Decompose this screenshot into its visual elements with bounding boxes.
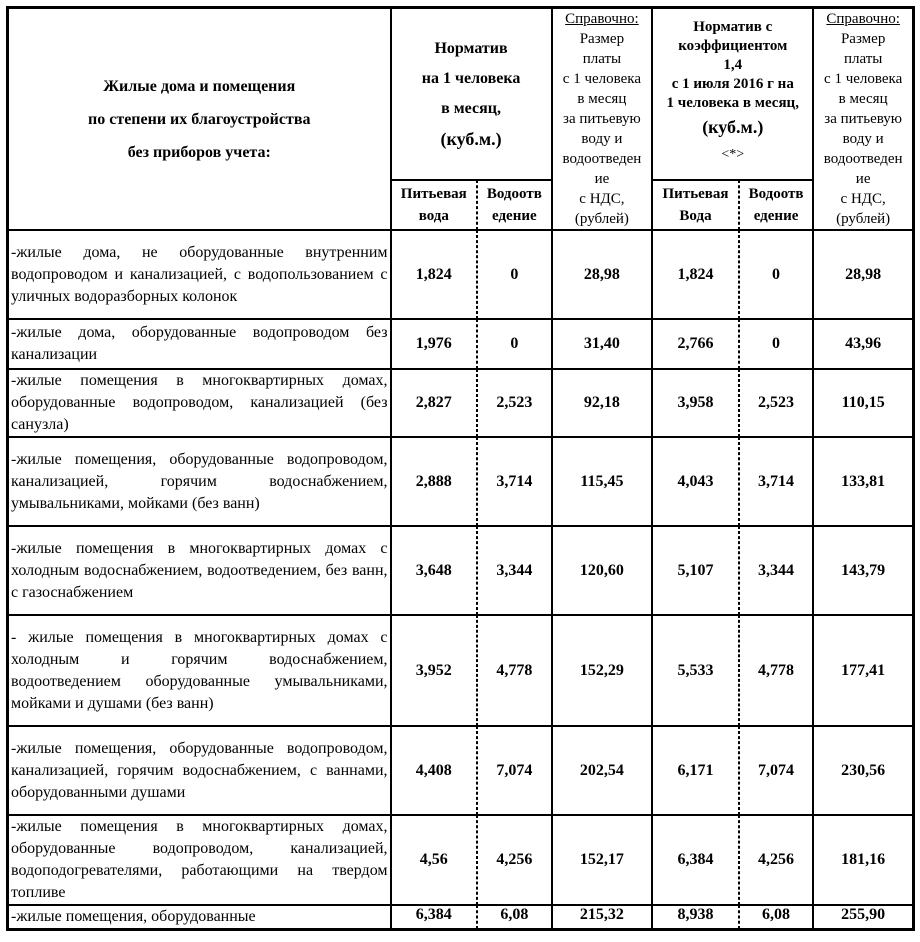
subheader-line: Водоотв bbox=[486, 185, 542, 202]
cell-drainage: 0 bbox=[477, 319, 552, 369]
table-row bbox=[8, 726, 913, 815]
header-category-line: по степени их благоустройства bbox=[88, 110, 311, 128]
subheader-water bbox=[391, 180, 478, 230]
header-koef-line: Норматив с bbox=[693, 19, 773, 36]
cell-payment: 202,54 bbox=[552, 726, 653, 815]
row-description: -жилые помещения в многоквартирных домах с холодным водоснабжением, водоотведением, без ванн, с газоснабжением bbox=[8, 526, 391, 615]
header-norm-line: в месяц, bbox=[441, 99, 501, 117]
table-row bbox=[8, 437, 913, 526]
subheader-line: Питьевая bbox=[662, 185, 729, 202]
header-norm-coefficient bbox=[652, 8, 813, 180]
table-row bbox=[8, 369, 913, 437]
header-reference-line: Размер bbox=[579, 31, 625, 47]
cell-payment: 215,32 bbox=[552, 905, 653, 929]
header-norm-line: Норматив bbox=[434, 39, 508, 57]
table-row bbox=[8, 526, 913, 615]
cell-drainage-2: 3,344 bbox=[739, 526, 814, 615]
table-row bbox=[8, 319, 913, 369]
cell-payment: 92,18 bbox=[552, 369, 653, 437]
cell-payment: 120,60 bbox=[552, 526, 653, 615]
header-koef-line: 1,4 bbox=[723, 57, 743, 74]
header-reference-line: (рублей) bbox=[574, 211, 629, 227]
cell-payment-2: 143,79 bbox=[813, 526, 913, 615]
row-description: -жилые дома, не оборудованные внутренним водопроводом и канализацией, с водопользованием с уличных водоразборных колонок bbox=[8, 230, 391, 319]
cell-water-2: 3,958 bbox=[652, 369, 739, 437]
header-reference-title: Справочно: bbox=[826, 11, 900, 27]
row-description: -жилые помещения, оборудованные водопроводом, канализацией, горячим водоснабжением, с ваннами, оборудованными душами bbox=[8, 726, 391, 815]
row-description: - жилые помещения в многоквартирных домах с холодным и горячим водоснабжением, водоотведением оборудованные умывальниками, мойками и душами (без ванн) bbox=[8, 615, 391, 726]
cell-water: 3,952 bbox=[391, 615, 478, 726]
cell-payment-2: 43,96 bbox=[813, 319, 913, 369]
cell-drainage-2: 4,256 bbox=[739, 815, 814, 905]
cell-payment: 115,45 bbox=[552, 437, 653, 526]
cell-payment-2: 181,16 bbox=[813, 815, 913, 905]
cell-water-2: 2,766 bbox=[652, 319, 739, 369]
table-row bbox=[8, 230, 913, 319]
cell-drainage-2: 4,778 bbox=[739, 615, 814, 726]
header-koef-unit: (куб.м.) bbox=[702, 117, 764, 138]
cell-drainage: 4,778 bbox=[477, 615, 552, 726]
cell-payment-2: 110,15 bbox=[813, 369, 913, 437]
header-reference-line: Размер bbox=[840, 31, 886, 47]
cell-drainage-2: 0 bbox=[739, 319, 814, 369]
subheader-line: Водоотв bbox=[748, 185, 804, 202]
cell-payment-2: 255,90 bbox=[813, 905, 913, 929]
header-category-line: без приборов учета: bbox=[127, 143, 271, 161]
header-reference-line: с 1 человека bbox=[562, 71, 642, 87]
subheader-line: едение bbox=[753, 207, 799, 224]
header-reference-line: за питьевую bbox=[563, 111, 641, 127]
cell-water: 2,888 bbox=[391, 437, 478, 526]
cell-drainage-2: 3,714 bbox=[739, 437, 814, 526]
cell-water-2: 5,107 bbox=[652, 526, 739, 615]
cell-water: 3,648 bbox=[391, 526, 478, 615]
cell-water: 1,976 bbox=[391, 319, 478, 369]
header-reference-payment bbox=[552, 8, 653, 230]
header-koef-line: с 1 июля 2016 г на bbox=[671, 76, 794, 93]
cell-payment: 28,98 bbox=[552, 230, 653, 319]
cell-drainage: 6,08 bbox=[477, 905, 552, 929]
cell-water: 4,408 bbox=[391, 726, 478, 815]
subheader-drainage-2 bbox=[739, 180, 814, 230]
header-reference-title: Справочно: bbox=[565, 11, 639, 27]
header-koef-line: 1 человека в месяц, bbox=[666, 95, 799, 112]
subheader-water-2 bbox=[652, 180, 739, 230]
subheader-line: вода bbox=[418, 207, 449, 224]
header-reference-line: в месяц bbox=[577, 91, 627, 107]
header-category-line: Жилые дома и помещения bbox=[103, 77, 296, 95]
header-reference-line: платы bbox=[582, 51, 622, 67]
header-koef-line: коэффициентом bbox=[678, 38, 788, 55]
header-norm bbox=[391, 8, 552, 180]
subheader-line: Вода bbox=[679, 207, 712, 224]
header-reference-line: платы bbox=[843, 51, 883, 67]
cell-payment-2: 28,98 bbox=[813, 230, 913, 319]
row-description: -жилые помещения, оборудованные bbox=[8, 905, 391, 929]
header-reference-payment-2 bbox=[813, 8, 913, 230]
header-norm-unit: (куб.м.) bbox=[440, 128, 502, 149]
cell-payment-2: 230,56 bbox=[813, 726, 913, 815]
cell-water-2: 6,171 bbox=[652, 726, 739, 815]
cell-water: 2,827 bbox=[391, 369, 478, 437]
table-row bbox=[8, 905, 913, 929]
subheader-line: едение bbox=[492, 207, 537, 224]
cell-drainage-2: 2,523 bbox=[739, 369, 814, 437]
cell-payment-2: 177,41 bbox=[813, 615, 913, 726]
cell-drainage: 2,523 bbox=[477, 369, 552, 437]
cell-water-2: 6,384 bbox=[652, 815, 739, 905]
table-row bbox=[8, 615, 913, 726]
header-reference-line: с НДС, bbox=[840, 191, 886, 207]
header-norm-line: на 1 человека bbox=[421, 69, 521, 87]
cell-drainage: 0 bbox=[477, 230, 552, 319]
header-koef-footnote-mark: <*> bbox=[721, 147, 745, 163]
cell-drainage: 3,714 bbox=[477, 437, 552, 526]
header-reference-line: с 1 человека bbox=[824, 71, 903, 87]
cell-drainage: 3,344 bbox=[477, 526, 552, 615]
norms-table bbox=[6, 6, 915, 931]
cell-payment: 152,29 bbox=[552, 615, 653, 726]
cell-water: 4,56 bbox=[391, 815, 478, 905]
header-reference-line: с НДС, bbox=[579, 191, 625, 207]
header-reference-line: ие bbox=[594, 171, 610, 187]
header-reference-line: ие bbox=[855, 171, 871, 187]
cell-water-2: 5,533 bbox=[652, 615, 739, 726]
header-reference-line: водоотведен bbox=[562, 151, 642, 167]
subheader-drainage bbox=[477, 180, 552, 230]
cell-drainage: 4,256 bbox=[477, 815, 552, 905]
cell-payment-2: 133,81 bbox=[813, 437, 913, 526]
header-category bbox=[8, 8, 391, 230]
cell-drainage-2: 7,074 bbox=[739, 726, 814, 815]
cell-water-2: 8,938 bbox=[652, 905, 739, 929]
header-reference-line: за питьевую bbox=[824, 111, 902, 127]
cell-drainage: 7,074 bbox=[477, 726, 552, 815]
cell-water-2: 4,043 bbox=[652, 437, 739, 526]
cell-payment: 31,40 bbox=[552, 319, 653, 369]
header-reference-line: воду и bbox=[581, 131, 623, 147]
header-reference-line: водоотведен bbox=[823, 151, 903, 167]
cell-water: 6,384 bbox=[391, 905, 478, 929]
header-reference-line: в месяц bbox=[838, 91, 888, 107]
header-reference-line: воду и bbox=[842, 131, 884, 147]
cell-drainage-2: 6,08 bbox=[739, 905, 814, 929]
cell-payment: 152,17 bbox=[552, 815, 653, 905]
subheader-line: Питьевая bbox=[400, 185, 467, 202]
row-description: -жилые помещения, оборудованные водопроводом, канализацией, горячим водоснабжением, умывальниками, мойками (без ванн) bbox=[8, 437, 391, 526]
cell-water-2: 1,824 bbox=[652, 230, 739, 319]
row-description: -жилые дома, оборудованные водопроводом без канализации bbox=[8, 319, 391, 369]
cell-drainage-2: 0 bbox=[739, 230, 814, 319]
table-row bbox=[8, 815, 913, 905]
cell-water: 1,824 bbox=[391, 230, 478, 319]
header-reference-line: (рублей) bbox=[836, 211, 891, 227]
row-description: -жилые помещения в многоквартирных домах, оборудованные водопроводом, канализацией (без санузла) bbox=[8, 369, 391, 437]
row-description: -жилые помещения в многоквартирных домах, оборудованные водопроводом, канализацией, водоподогревателями, работающими на твердом топливе bbox=[8, 815, 391, 905]
